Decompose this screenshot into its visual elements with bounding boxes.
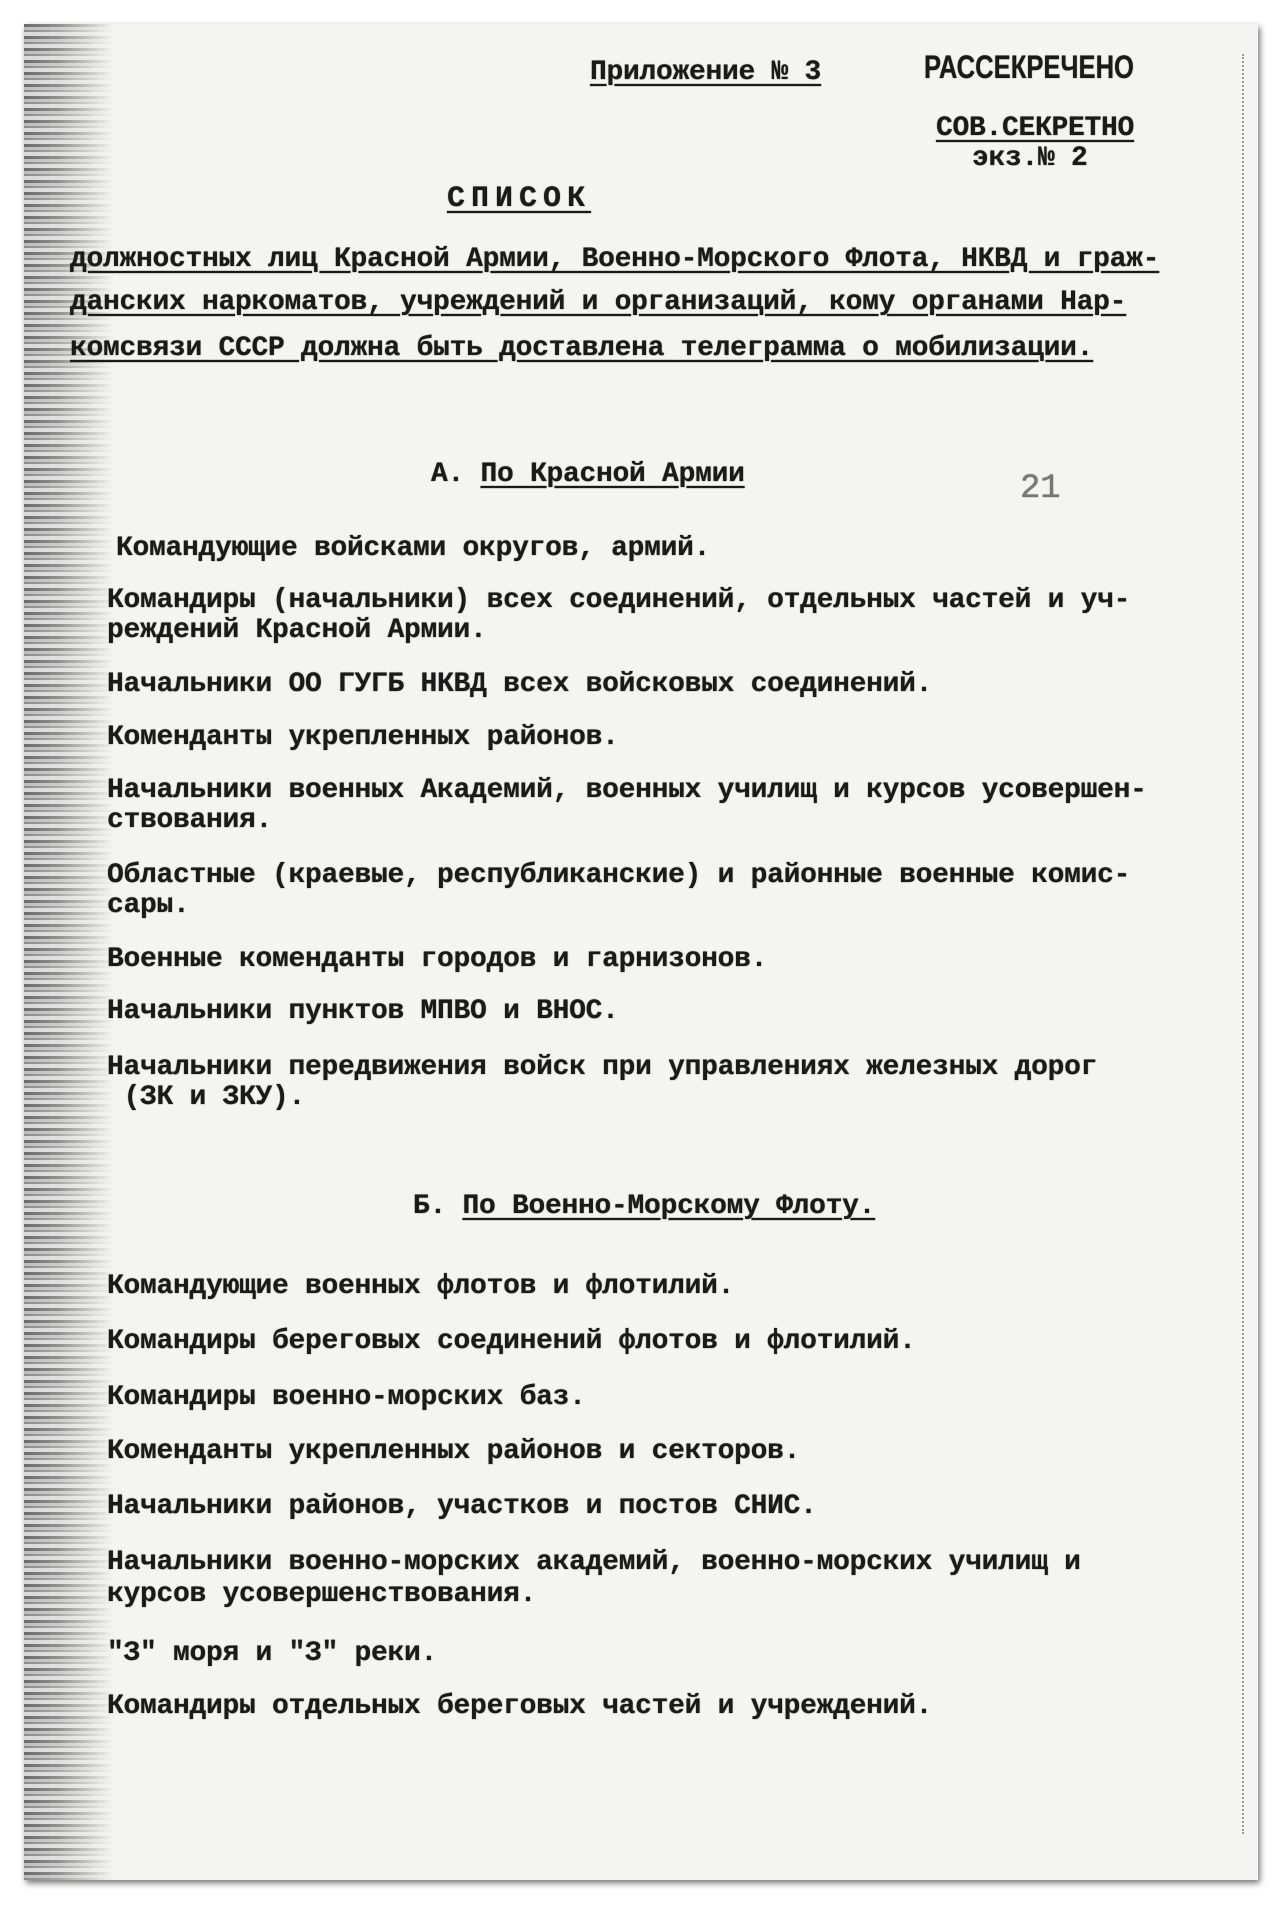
intro-line: данских наркоматов, учреждений и организаций, кому органами Нар-	[70, 287, 1127, 318]
list-item-line: Командиры (начальники) всех соединений, отдельных частей и уч-	[107, 585, 1131, 616]
list-item-line: Начальники передвижения войск при управлениях железных дорог	[107, 1052, 1098, 1083]
list-item-line: Командующие военных флотов и флотилий.	[107, 1271, 735, 1302]
section-a-title: По Красной Армии	[480, 459, 745, 490]
intro-line: комсвязи СССР должна быть доставлена телеграмма о мобилизации.	[70, 333, 1094, 364]
declassified-stamp: РАССЕКРЕЧЕНО	[924, 49, 1134, 85]
section-b-prefix: Б.	[413, 1191, 447, 1222]
list-item-line: реждений Красной Армии.	[107, 615, 487, 646]
list-item-line: Военные коменданты городов и гарнизонов.	[107, 944, 768, 975]
list-item-line: Командующие войсками округов, армий.	[116, 533, 711, 564]
list-item-line: Командиры отдельных береговых частей и учреждений.	[107, 1691, 933, 1722]
list-item-line: Начальники ОО ГУГБ НКВД всех войсковых соединений.	[107, 669, 933, 700]
page-edge-line	[1241, 54, 1244, 1834]
list-item-line: Начальники районов, участков и постов СНИС.	[107, 1491, 817, 1522]
list-item-line: курсов усовершенствования.	[107, 1579, 537, 1610]
list-item-line: Коменданты укрепленных районов и секторов.	[107, 1436, 801, 1467]
section-b-title: По Военно-Морскому Флоту.	[462, 1191, 876, 1222]
list-item-line: Командиры береговых соединений флотов и флотилий.	[107, 1326, 916, 1357]
list-item-line: Командиры военно-морских баз.	[107, 1382, 586, 1413]
list-item-line: ствования.	[107, 805, 273, 836]
list-item-line: "З" моря и "З" реки.	[107, 1638, 438, 1669]
page-number-mark: 21	[1020, 470, 1061, 508]
list-item-line: Областные (краевые, республиканские) и районные военные комис-	[107, 860, 1131, 891]
list-item-line: Начальники военно-морских академий, военно-морских училищ и	[107, 1547, 1081, 1578]
list-item-line: Начальники военных Академий, военных училищ и курсов усовершен-	[107, 775, 1147, 806]
section-a-heading	[431, 460, 745, 490]
classification-label: СОВ.СЕКРЕТНО	[936, 113, 1135, 144]
list-item-line: Коменданты укрепленных районов.	[107, 722, 619, 753]
appendix-label: Приложение № 3	[590, 57, 822, 88]
intro-line: должностных лиц Красной Армии, Военно-Морского Флота, НКВД и граж-	[70, 244, 1160, 275]
list-item-line: (ЗК и ЗКУ).	[107, 1082, 306, 1113]
copy-number: экз.№ 2	[972, 143, 1088, 174]
section-a-prefix: А.	[431, 459, 465, 490]
list-item-line: Начальники пунктов МПВО и ВНОС.	[107, 996, 619, 1027]
section-b-heading	[413, 1192, 875, 1222]
list-item-line: сары.	[107, 890, 190, 921]
document-title: СПИСОК	[447, 182, 592, 216]
